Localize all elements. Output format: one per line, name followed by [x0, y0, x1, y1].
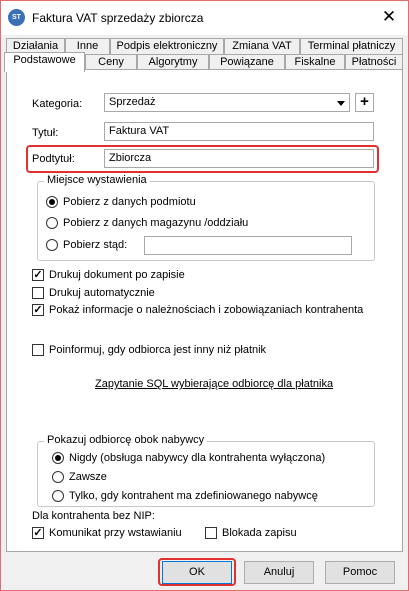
tab-fiskalne[interactable]: Fiskalne [285, 54, 345, 71]
tab-zmiana-vat[interactable]: Zmiana VAT [224, 38, 300, 55]
podtytul-label: Podtytuł: [32, 153, 75, 165]
pokazuj-odbiorce-title: Pokazuj odbiorcę obok nabywcy [44, 434, 207, 446]
tab-podpis-elektroniczny[interactable]: Podpis elektroniczny [110, 38, 224, 55]
kategoria-combo[interactable] [104, 93, 350, 112]
miejsce-stad-input[interactable] [144, 236, 352, 255]
radio-odbiorca-nigdy-label[interactable]: Nigdy (obsługa nabywcy dla kontrahenta wyłączona) [69, 452, 326, 464]
tytul-label: Tytuł: [32, 127, 59, 139]
check-poinformuj-odbiorca-label[interactable]: Poinformuj, gdy odbiorca jest inny niż płatnik [49, 344, 267, 356]
pokazuj-odbiorce-group [37, 434, 375, 507]
tab-platnosci[interactable]: Płatności [345, 54, 403, 71]
radio-miejsce-magazyn-label[interactable]: Pobierz z danych magazynu /oddziału [63, 217, 249, 229]
check-drukuj-automatycznie[interactable] [32, 287, 44, 299]
check-blokada-zapisu[interactable] [205, 527, 217, 539]
podtytul-input[interactable]: Zbiorcza [104, 149, 374, 168]
radio-odbiorca-zawsze[interactable] [52, 471, 64, 483]
radio-odbiorca-tylko-label[interactable]: Tylko, gdy kontrahent ma zdefiniowanego nabywcę [69, 490, 318, 502]
tab-panel-podstawowe [6, 69, 403, 552]
check-blokada-label[interactable]: Blokada zapisu [222, 527, 297, 539]
cancel-button[interactable]: Anuluj [244, 561, 314, 584]
bez-nip-label: Dla kontrahenta bez NIP: [32, 510, 155, 522]
radio-miejsce-magazyn[interactable] [46, 217, 58, 229]
app-icon: ST [8, 9, 25, 26]
tab-terminal-platniczy[interactable]: Terminal płatniczy [300, 38, 403, 55]
miejsce-wystawienia-group [37, 174, 375, 261]
check-pokaz-naleznosci[interactable]: ✓ [33, 304, 43, 316]
kategoria-label: Kategoria: [32, 98, 83, 110]
radio-miejsce-stad-label[interactable]: Pobierz stąd: [63, 239, 128, 251]
check-poinformuj-odbiorca[interactable] [32, 344, 44, 356]
radio-miejsce-podmiot-label[interactable]: Pobierz z danych podmiotu [63, 196, 196, 208]
check-drukuj-po-zapisie-label[interactable]: Drukuj dokument po zapisie [49, 269, 185, 281]
tab-dzialania[interactable]: Działania [6, 38, 65, 55]
title-bar[interactable] [1, 1, 408, 35]
check-komunikat-label[interactable]: Komunikat przy wstawianiu [49, 527, 182, 539]
tab-powiazane[interactable]: Powiązane [209, 54, 285, 71]
tab-inne[interactable]: Inne [65, 38, 110, 55]
chevron-down-icon[interactable] [337, 101, 345, 106]
check-drukuj-automatycznie-label[interactable]: Drukuj automatycznie [49, 287, 155, 299]
radio-odbiorca-nigdy[interactable] [52, 452, 64, 464]
ok-button[interactable]: OK [162, 561, 232, 584]
check-drukuj-po-zapisie[interactable]: ✓ [33, 269, 43, 281]
add-kategoria-button[interactable]: + [355, 93, 374, 112]
check-komunikat-przy-wstawianiu[interactable]: ✓ [33, 527, 43, 539]
tab-algorytmy[interactable]: Algorytmy [137, 54, 209, 71]
radio-odbiorca-tylko[interactable] [52, 490, 64, 502]
kategoria-value: Sprzedaż [109, 96, 156, 108]
tab-podstawowe[interactable]: Podstawowe [4, 52, 85, 72]
tab-ceny[interactable]: Ceny [85, 54, 137, 71]
radio-odbiorca-zawsze-label[interactable]: Zawsze [69, 471, 107, 483]
close-icon[interactable]: ✕ [381, 7, 397, 26]
help-button[interactable]: Pomoc [325, 561, 395, 584]
check-pokaz-naleznosci-label[interactable]: Pokaż informacje o należnościach i zobowiązaniach kontrahenta [49, 304, 364, 316]
radio-miejsce-podmiot[interactable] [46, 196, 58, 208]
sql-odbiorca-link[interactable]: Zapytanie SQL wybierające odbiorcę dla płatnika [95, 378, 334, 390]
miejsce-wystawienia-title: Miejsce wystawienia [44, 174, 150, 186]
radio-miejsce-stad[interactable] [46, 239, 58, 251]
window-title: Faktura VAT sprzedaży zbiorcza [32, 11, 204, 25]
tytul-input[interactable]: Faktura VAT [104, 122, 374, 141]
